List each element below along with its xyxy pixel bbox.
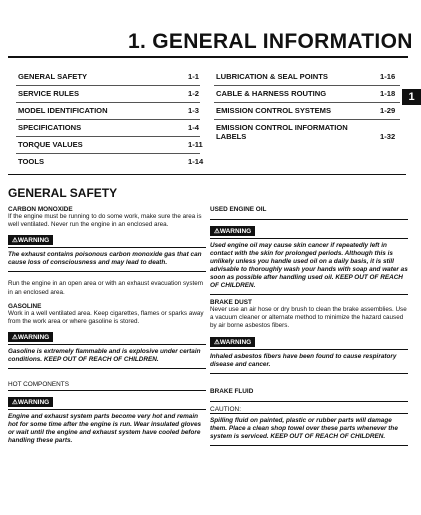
warning-text: Gasoline is extremely flammable and is explosive under certain conditions. KEEP OUT OF REACH OF CHILDREN. bbox=[8, 348, 201, 364]
separator bbox=[210, 373, 408, 374]
toc-label: SPECIFICATIONS bbox=[18, 123, 82, 132]
warning-badge: ⚠WARNING bbox=[210, 337, 255, 347]
toc-entry-cable-routing[interactable] bbox=[216, 89, 396, 98]
gasoline-warning bbox=[8, 326, 206, 364]
warning-badge: ⚠WARNING bbox=[8, 397, 53, 407]
toc-page-emission-labels: 1-32 bbox=[380, 132, 396, 141]
toc-divider bbox=[16, 136, 200, 137]
gasoline-heading: GASOLINE bbox=[8, 302, 42, 310]
warning-badge: ⚠WARNING bbox=[8, 235, 53, 245]
toc-label: TOOLS bbox=[18, 157, 45, 166]
toc-page: 1-18 bbox=[380, 89, 396, 98]
warning-rule bbox=[8, 247, 206, 248]
hot-components-warning bbox=[8, 391, 206, 445]
toc-entry-lubrication[interactable] bbox=[216, 72, 396, 81]
toc-label: GENERAL SAFETY bbox=[18, 72, 88, 81]
gasoline-text: Work in a well ventilated area. Keep cigarettes, flames or sparks away from the work area or where gasoline is stored. bbox=[8, 309, 204, 326]
separator bbox=[8, 368, 206, 369]
used-engine-oil-warning bbox=[210, 220, 408, 290]
toc-entry-torque-values[interactable] bbox=[18, 140, 203, 149]
brake-dust-warning bbox=[210, 331, 408, 369]
warning-text: Engine and exhaust system parts become very hot and remain hot for some time after the engine is run. Wear insulated gloves or wait until the engine and exhaust system have cooled before handling these parts. bbox=[8, 413, 202, 445]
hot-components-heading: HOT COMPONENTS bbox=[8, 381, 69, 389]
toc-page: 1-4 bbox=[188, 123, 199, 132]
toc-divider bbox=[214, 85, 400, 86]
warning-text: Inhaled asbestos fibers have been found to cause respiratory disease and cancer. bbox=[210, 352, 397, 368]
toc-divider bbox=[16, 153, 200, 154]
used-engine-oil-heading: USED ENGINE OIL bbox=[210, 206, 267, 213]
warning-rule bbox=[210, 238, 408, 239]
carbon-monoxide-text-2: Run the engine in an open area or with an exhaust evacuation system in an enclosed area. bbox=[8, 280, 203, 296]
left-column bbox=[8, 206, 206, 445]
toc-page: 1-16 bbox=[380, 72, 396, 81]
carbon-monoxide-text: If the engine must be running to do some work, make sure the area is well ventilated. Never run the engine in an enclosed area. bbox=[8, 213, 202, 229]
toc-divider bbox=[16, 119, 200, 120]
table-of-contents bbox=[8, 60, 406, 175]
caution-rule bbox=[210, 413, 408, 414]
toc-entry-specifications[interactable] bbox=[18, 123, 199, 132]
right-column bbox=[210, 206, 408, 446]
brake-dust-text: Never use an air hose or dry brush to clean the brake assemblies. Use a vacuum cleaner or alternate method to minimize the hazard caused by air borne asbestos fibers. bbox=[210, 306, 407, 330]
separator bbox=[210, 294, 408, 295]
warning-badge: ⚠WARNING bbox=[8, 332, 53, 342]
toc-page: 1-29 bbox=[380, 106, 396, 115]
toc-label: MODEL IDENTIFICATION bbox=[18, 106, 108, 115]
title-rule bbox=[8, 56, 408, 58]
toc-divider bbox=[16, 85, 200, 86]
separator bbox=[210, 401, 408, 402]
carbon-monoxide-heading: CARBON MONOXIDE bbox=[8, 206, 73, 213]
toc-entry-general-safety[interactable] bbox=[18, 72, 199, 81]
warning-text: The exhaust contains poisonous carbon monoxide gas that can cause loss of consciousness and may lead to death. bbox=[8, 251, 202, 267]
toc-divider bbox=[214, 119, 400, 120]
brake-dust-heading: BRAKE DUST bbox=[210, 299, 252, 306]
toc-page: 1-3 bbox=[188, 106, 199, 115]
warning-rule bbox=[210, 349, 408, 350]
toc-page: 1-1 bbox=[188, 72, 199, 81]
warning-text: Used engine oil may cause skin cancer if repeatedly left in contact with the skin for prolonged periods. Although this is unlikely unless you handle used oil on a daily basis, it is still advisable to thoroughly wash your hands with soap and water as soon as possible after handling used oil. KEEP OUT OF REACH OF CHILDREN. bbox=[210, 242, 408, 289]
chapter-title: 1. GENERAL INFORMATION bbox=[128, 30, 413, 53]
toc-label: EMISSION CONTROL SYSTEMS bbox=[216, 106, 332, 115]
caution-label: CAUTION: bbox=[210, 405, 242, 413]
toc-label: TORQUE VALUES bbox=[18, 140, 83, 149]
separator bbox=[8, 271, 206, 272]
toc-label: SERVICE RULES bbox=[18, 89, 80, 98]
carbon-monoxide-warning bbox=[8, 229, 206, 267]
toc-label: LUBRICATION & SEAL POINTS bbox=[216, 72, 328, 81]
toc-page: 1-2 bbox=[188, 89, 199, 98]
warning-rule bbox=[8, 409, 206, 410]
toc-page: 1-14 bbox=[188, 157, 204, 166]
warning-rule bbox=[8, 344, 206, 345]
toc-entry-tools[interactable] bbox=[18, 157, 204, 166]
caution-text: Spilling fluid on painted, plastic or rubber parts will damage them. Place a clean shop towel over these parts whenever the system is serviced. KEEP OUT OF REACH OF CHILDREN. bbox=[210, 416, 398, 440]
toc-label: EMISSION CONTROL INFORMATION LABELS bbox=[216, 123, 348, 141]
toc-label: CABLE & HARNESS ROUTING bbox=[216, 89, 327, 98]
chapter-tab: 1 bbox=[402, 89, 421, 105]
toc-entry-emission-systems[interactable] bbox=[216, 106, 396, 115]
toc-divider bbox=[16, 102, 200, 103]
toc-divider bbox=[214, 102, 400, 103]
brake-fluid-heading: BRAKE FLUID bbox=[210, 387, 254, 395]
toc-entry-model-identification[interactable] bbox=[18, 106, 199, 115]
section-heading: GENERAL SAFETY bbox=[8, 186, 118, 200]
warning-badge: ⚠WARNING bbox=[210, 226, 255, 236]
toc-entry-emission-labels[interactable] bbox=[216, 123, 366, 141]
toc-page: 1-11 bbox=[188, 140, 203, 149]
toc-entry-service-rules[interactable] bbox=[18, 89, 199, 98]
separator bbox=[210, 445, 408, 446]
